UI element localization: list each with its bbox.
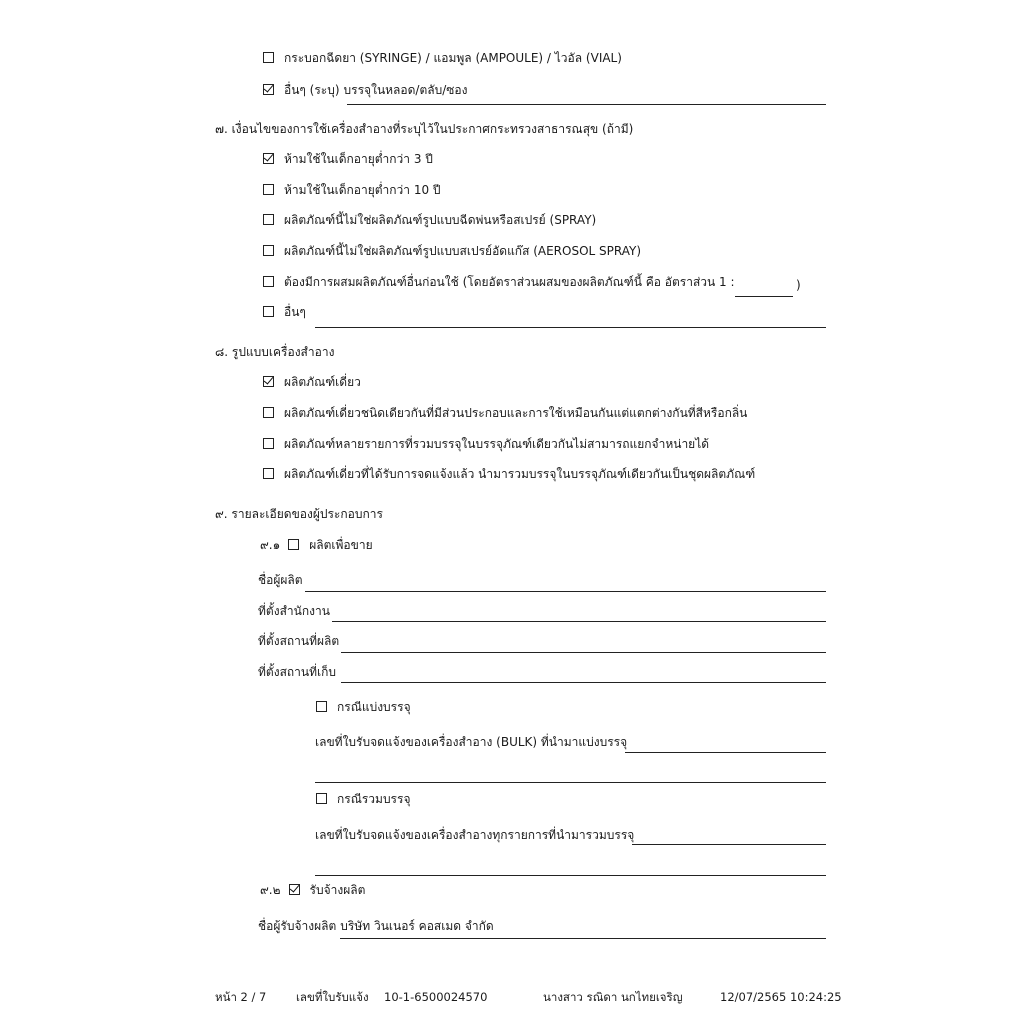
producer-name-field[interactable] (305, 591, 826, 592)
combine-no-label: เลขที่ใบรับจดแจ้งของเครื่องสำอางทุกรายการที่นำมารวมบรรจุ (315, 828, 635, 842)
storage-address-label: ที่ตั้งสถานที่เก็บ (258, 665, 336, 679)
s8-option-3 (263, 438, 709, 450)
notification-number: 10-1-6500024570 (384, 990, 488, 1004)
s8-option-2 (263, 407, 747, 419)
contractor-label: ชื่อผู้รับจ้างผลิต (258, 919, 337, 933)
s7-option-3-checkbox[interactable] (263, 214, 274, 225)
combine-no-field[interactable] (632, 844, 826, 845)
s7-option-3-label: ผลิตภัณฑ์นี้ไม่ใช่ผลิตภัณฑ์รูปแบบฉีดพ่นหรือสเปรย์ (SPRAY) (284, 213, 597, 227)
combine-option (316, 793, 410, 805)
other-container-checkbox[interactable] (263, 84, 274, 95)
s7-option-5-checkbox[interactable] (263, 276, 274, 287)
section-7-heading: ๗. เงื่อนไขของการใช้เครื่องสำอางที่ระบุไว้ในประกาศกระทรวงสาธารณสุข (ถ้ามี) (215, 122, 634, 136)
s7-option-5 (263, 276, 735, 288)
s7-option-1-checkbox[interactable] (263, 153, 274, 164)
s7-option-2-label: ห้ามใช้ในเด็กอายุต่ำกว่า 10 ปี (284, 183, 441, 197)
s7-option-5-close: ) (796, 278, 801, 292)
office-address-field[interactable] (332, 621, 826, 622)
s7-option-6-checkbox[interactable] (263, 306, 274, 317)
s91-option (260, 539, 373, 551)
factory-address-label: ที่ตั้งสถานที่ผลิต (258, 634, 340, 648)
s92-option (260, 884, 365, 896)
storage-address-field[interactable] (341, 682, 826, 683)
page-number: หน้า 2 / 7 (215, 990, 267, 1004)
ratio-field-underline[interactable] (735, 296, 793, 297)
s7-other-underline[interactable] (315, 327, 826, 328)
s7-option-1-label: ห้ามใช้ในเด็กอายุต่ำกว่า 3 ปี (284, 152, 433, 166)
s8-option-4-checkbox[interactable] (263, 468, 274, 479)
s7-option-2-checkbox[interactable] (263, 184, 274, 195)
factory-address-field[interactable] (341, 652, 826, 653)
s91-number: ๙.๑ (260, 538, 281, 552)
s7-option-5-label: ต้องมีการผสมผลิตภัณฑ์อื่นก่อนใช้ (โดยอัตราส่วนผสมของผลิตภัณฑ์นี้ คือ อัตราส่วน 1 : (284, 275, 735, 289)
s92-label: รับจ้างผลิต (309, 883, 366, 897)
s8-option-1-checkbox[interactable] (263, 376, 274, 387)
bulk-no-label: เลขที่ใบรับจดแจ้งของเครื่องสำอาง (BULK) ที่นำมาแบ่งบรรจุ (315, 735, 628, 749)
repack-checkbox[interactable] (316, 701, 327, 712)
s8-option-4 (263, 468, 755, 480)
syringe-checkbox[interactable] (263, 52, 274, 63)
section-9-heading: ๙. รายละเอียดของผู้ประกอบการ (215, 507, 383, 521)
s7-option-4 (263, 245, 641, 257)
s7-option-3 (263, 214, 596, 226)
producer-name-label: ชื่อผู้ผลิต (258, 573, 303, 587)
repack-option (316, 701, 411, 713)
responsible-person: นางสาว รณิดา นกไทยเจริญ (543, 990, 683, 1004)
syringe-label: กระบอกฉีดยา (SYRINGE) / แอมพูล (AMPOULE) / ไวอัล (VIAL) (284, 51, 622, 65)
timestamp: 12/07/2565 10:24:25 (720, 990, 842, 1004)
s7-option-1 (263, 153, 433, 165)
s91-checkbox[interactable] (288, 539, 299, 550)
s7-option-4-checkbox[interactable] (263, 245, 274, 256)
repack-label: กรณีแบ่งบรรจุ (337, 700, 411, 714)
contractor-value: บริษัท วินเนอร์ คอสเมด จำกัด (340, 919, 494, 933)
s7-option-6-label: อื่นๆ (284, 305, 306, 319)
s8-option-2-checkbox[interactable] (263, 407, 274, 418)
contractor-row (258, 920, 494, 932)
other-container-underline (347, 104, 826, 105)
other-container-label: อื่นๆ (ระบุ) (284, 83, 340, 97)
s7-option-6 (263, 306, 306, 318)
s91-label: ผลิตเพื่อขาย (309, 538, 373, 552)
s7-option-2 (263, 184, 441, 196)
bulk-no-field[interactable] (625, 752, 826, 753)
notification-label: เลขที่ใบรับแจ้ง (296, 990, 369, 1004)
office-address-label: ที่ตั้งสำนักงาน (258, 604, 330, 618)
s92-checkbox[interactable] (289, 884, 300, 895)
combine-label: กรณีรวมบรรจุ (337, 792, 411, 806)
s8-option-4-label: ผลิตภัณฑ์เดี่ยวที่ได้รับการจดแจ้งแล้ว นำมารวมบรรจุในบรรจุภัณฑ์เดียวกันเป็นชุดผลิตภัณฑ์ (284, 467, 756, 481)
other-container-option (263, 84, 467, 96)
combine-no-field-continued[interactable] (315, 875, 826, 876)
combine-checkbox[interactable] (316, 793, 327, 804)
s8-option-3-checkbox[interactable] (263, 438, 274, 449)
s8-option-2-label: ผลิตภัณฑ์เดี่ยวชนิดเดียวกันที่มีส่วนประกอบและการใช้เหมือนกันแต่แตกต่างกันที่สีหรือกลิ่น (284, 406, 748, 420)
contractor-underline (340, 938, 826, 939)
section-8-heading: ๘. รูปแบบเครื่องสำอาง (215, 345, 335, 359)
bulk-no-field-continued[interactable] (315, 782, 826, 783)
s8-option-3-label: ผลิตภัณฑ์หลายรายการที่รวมบรรจุในบรรจุภัณฑ์เดียวกันไม่สามารถแยกจำหน่ายได้ (284, 437, 710, 451)
syringe-option (263, 52, 622, 64)
s8-option-1 (263, 376, 361, 388)
other-container-value: บรรจุในหลอด/ตลับ/ซอง (343, 83, 468, 97)
s7-option-4-label: ผลิตภัณฑ์นี้ไม่ใช่ผลิตภัณฑ์รูปแบบสเปรย์อัดแก๊ส (AEROSOL SPRAY) (284, 244, 642, 258)
s92-number: ๙.๒ (260, 883, 281, 897)
s8-option-1-label: ผลิตภัณฑ์เดี่ยว (284, 375, 361, 389)
